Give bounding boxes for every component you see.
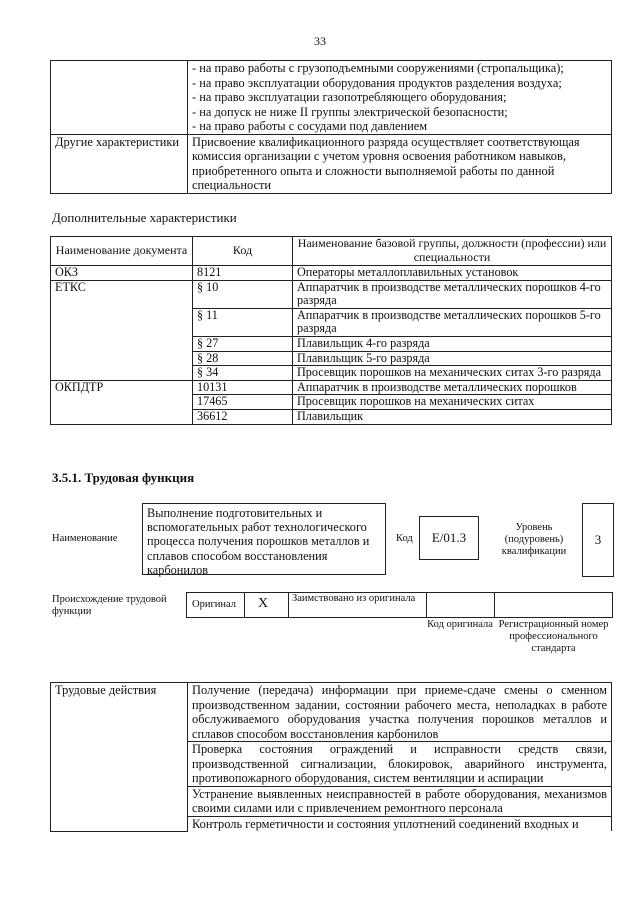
labor-actions-label: Трудовые действия <box>51 683 188 832</box>
borrowed-label: Заимствовано из оригинала <box>292 593 416 604</box>
additional-characteristics-table <box>50 236 612 425</box>
table-row <box>51 266 612 281</box>
original-label: Оригинал <box>192 599 236 610</box>
labor-action-item: Проверка состояния ограждений и исправности средств связи, производственной сигнализации, блокировок, аварийного инструмента, противопожарного оборудования, систем вентиляции и аспирации <box>188 742 612 787</box>
name-label: Наименование <box>52 533 118 544</box>
qualification-table <box>50 60 612 194</box>
other-characteristics-label: Другие характеристики <box>51 134 188 193</box>
function-code-box: E/01.3 <box>419 516 479 560</box>
list-item: - на право эксплуатации оборудования продуктов разделения воздуха; <box>192 75 562 90</box>
original-mark: X <box>258 596 269 611</box>
labor-action-item: Контроль герметичности и состояния уплотнений соединений входных и <box>188 816 612 831</box>
additional-characteristics-title: Дополнительные характеристики <box>52 210 237 225</box>
table-row <box>51 280 612 308</box>
code-cell: § 28 <box>193 351 293 366</box>
header-name: Наименование базовой группы, должности (профессии) или специальности <box>293 237 612 266</box>
labor-actions-table <box>50 682 612 832</box>
table-row <box>51 61 612 135</box>
name-cell: Аппаратчик в производстве металлических порошков 4-го разряда <box>293 280 612 308</box>
code-cell: 17465 <box>193 395 293 410</box>
section-title: 3.5.1. Трудовая функция <box>52 470 195 485</box>
code-cell: 36612 <box>193 409 293 424</box>
page-number: 33 <box>314 34 326 48</box>
header-code: Код <box>193 237 293 266</box>
list-item: - на право эксплуатации газопотребляющего оборудования; <box>192 90 507 104</box>
permits-cell <box>188 61 612 135</box>
table-row <box>51 134 612 193</box>
table-row <box>51 683 612 742</box>
function-name-box: Выполнение подготовительных и вспомогательных работ технологического процесса получения порошков металлов и сплавов способом восстановления карбонилов <box>142 503 386 575</box>
name-cell: Плавильщик 4-го разряда <box>293 336 612 351</box>
list-item: - на допуск не ниже II группы электрической безопасности; <box>192 104 508 119</box>
code-cell: § 34 <box>193 366 293 381</box>
reg-number-label: Регистрационный номер профессионального стандарта <box>498 619 609 654</box>
code-cell: 8121 <box>193 266 293 281</box>
labor-action-item: Устранение выявленных неисправностей в работе оборудования, механизмов своими силами или с привлечением ремонтного персонала <box>188 786 612 816</box>
name-cell: Просевщик порошков на механических ситах <box>293 395 612 410</box>
doc-cell: ОКЗ <box>51 266 193 281</box>
name-cell: Плавильщик <box>293 409 612 424</box>
list-item: - на право работы с сосудами под давлением <box>192 119 428 133</box>
code-cell: § 27 <box>193 336 293 351</box>
other-characteristics-text: Присвоение квалификационного разряда осуществляет соответствующая комиссия организации с учетом уровня освоения работником навыков, приобретенного опыта и сложности выполняемой работы по данной специальности <box>188 134 612 193</box>
origin-label: Происхождение трудовой функции <box>52 594 167 617</box>
table-row <box>51 380 612 395</box>
code-label: Код <box>396 533 413 544</box>
list-item: - на право работы с грузоподъемными сооружениями (стропальщика); <box>192 61 564 75</box>
qualification-level-box: 3 <box>582 503 614 577</box>
code-cell: § 10 <box>193 280 293 308</box>
doc-cell: ЕТКС <box>51 280 193 380</box>
name-cell: Операторы металлоплавильных установок <box>293 266 612 281</box>
header-doc: Наименование документа <box>51 237 193 266</box>
doc-cell: ОКПДТР <box>51 380 193 424</box>
code-cell: § 11 <box>193 308 293 336</box>
labor-action-item: Получение (передача) информации при приеме-сдаче смены о сменном производственном задании, состоянии рабочего места, неполадках в работе обслуживаемого оборудования участка получения порошков металлов и сплавов способом восстановления карбонилов <box>188 683 612 742</box>
name-cell: Аппаратчик в производстве металлических порошков 5-го разряда <box>293 308 612 336</box>
table-header-row <box>51 237 612 266</box>
empty-cell <box>51 61 188 135</box>
name-cell: Аппаратчик в производстве металлических порошков <box>293 380 612 395</box>
name-cell: Плавильщик 5-го разряда <box>293 351 612 366</box>
qualification-level-label: Уровень (подуровень) квалификации <box>501 522 567 557</box>
code-original-label: Код оригинала <box>427 619 493 630</box>
code-cell: 10131 <box>193 380 293 395</box>
name-cell: Просевщик порошков на механических ситах 3-го разряда <box>293 366 612 381</box>
